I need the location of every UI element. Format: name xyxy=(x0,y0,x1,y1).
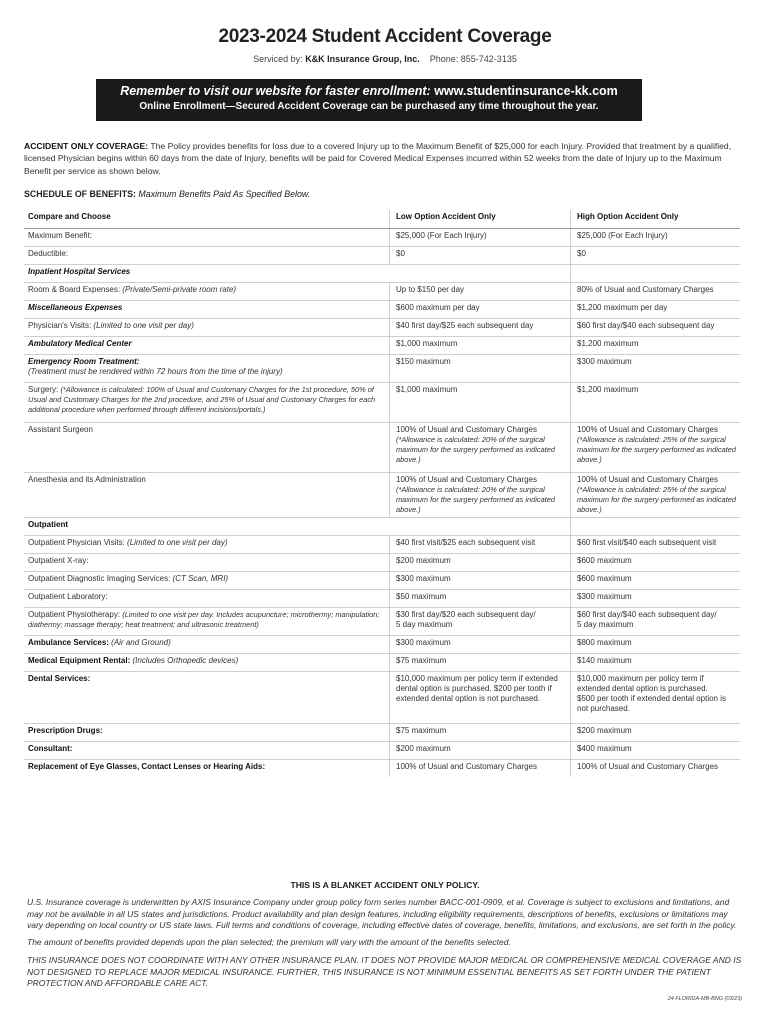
label-text: Outpatient Physician Visits: xyxy=(28,537,125,547)
label-note: (Limited to one visit per day. Includes acupuncture; microthermy; manipulation; diathermy; massage therapy; heat treatment; and ultrasonic treatment) xyxy=(28,609,380,629)
row-label xyxy=(24,318,390,336)
table-row xyxy=(24,472,740,517)
value-line: $60 first day/$40 each subsequent day/ xyxy=(577,609,717,619)
label-text: Surgery: xyxy=(28,384,59,394)
label-note: (*Allowance is calculated: 100% of Usual and Customary Charges for the 1st procedure, 50% of Usual and Customary Charges for the 2nd procedure, and 25% of Usual and Customary Charges for each additional procedure when performed through different incisions/portals.) xyxy=(28,384,376,414)
value-note: (*Allowance is calculated: 25% of the surgical maximum for the surgery performed as indicated above.) xyxy=(577,434,736,464)
row-label: Prescription Drugs: xyxy=(24,723,390,741)
value-line: 100% of Usual and Customary Charges xyxy=(396,474,537,484)
low-value: $600 maximum per day xyxy=(390,300,571,318)
high-value xyxy=(571,607,741,635)
table-row xyxy=(24,635,740,653)
table-row xyxy=(24,741,740,759)
label-note: (Air and Ground) xyxy=(111,637,171,647)
row-label: Assistant Surgeon xyxy=(24,422,390,472)
table-row xyxy=(24,759,740,777)
value-note: (*Allowance is calculated: 20% of the surgical maximum for the surgery performed as indicated above.) xyxy=(396,484,555,514)
high-value: $300 maximum xyxy=(571,354,741,382)
schedule-heading xyxy=(24,189,310,199)
row-label: Outpatient Laboratory: xyxy=(24,589,390,607)
row-label xyxy=(24,607,390,635)
accident-only-text: The Policy provides benefits for loss due to a covered Injury up to the Maximum Benefit of $25,000 for each Injury. Provided that treatment by a qualified, licensed Physician begins within 60 days from the date of Injury, benefits will be paid for Covered Medical Expenses incurred within 52 weeks from the date of Injury up to the Maximum Benefit per service as shown below. xyxy=(24,141,732,176)
table-row xyxy=(24,318,740,336)
label-text: Outpatient Physiotherapy: xyxy=(28,609,121,619)
row-label xyxy=(24,382,390,422)
high-value: $60 first day/$40 each subsequent day xyxy=(571,318,741,336)
high-value: $1,200 maximum xyxy=(571,382,741,422)
value-line: 100% of Usual and Customary Charges xyxy=(577,474,718,484)
row-label xyxy=(24,653,390,671)
row-label xyxy=(24,354,390,382)
value-line: 100% of Usual and Customary Charges xyxy=(577,424,718,434)
value-line: 100% of Usual and Customary Charges xyxy=(396,424,537,434)
serviced-by xyxy=(0,54,770,64)
label-text: Physician's Visits: xyxy=(28,320,92,330)
row-label: Consultant: xyxy=(24,741,390,759)
label-note: (Limited to one visit per day) xyxy=(127,537,228,547)
section-inpatient xyxy=(24,264,740,282)
section-label: Inpatient Hospital Services xyxy=(24,264,390,282)
low-value: $40 first visit/$25 each subsequent visit xyxy=(390,535,571,553)
enrollment-banner xyxy=(96,79,642,121)
benefits-amount-paragraph: The amount of benefits provided depends upon the plan selected; the premium will vary with the amount of the benefits selected. xyxy=(27,937,511,947)
blanket-policy-notice: THIS IS A BLANKET ACCIDENT ONLY POLICY. xyxy=(290,880,480,890)
company-name: K&K Insurance Group, Inc. xyxy=(305,54,420,64)
low-value: 100% of Usual and Customary Charges xyxy=(390,759,571,777)
label-note: (Includes Orthopedic devices) xyxy=(132,655,239,665)
table-row xyxy=(24,535,740,553)
high-value xyxy=(571,472,741,517)
table-row xyxy=(24,607,740,635)
table-header-row xyxy=(24,210,740,228)
row-label: Ambulatory Medical Center xyxy=(24,336,390,354)
low-value: $300 maximum xyxy=(390,571,571,589)
label-text: Emergency Room Treatment: xyxy=(28,356,140,366)
low-value xyxy=(390,422,571,472)
row-label: Outpatient X-ray: xyxy=(24,553,390,571)
high-value xyxy=(571,422,741,472)
row-label: Miscellaneous Expenses xyxy=(24,300,390,318)
value-note: (*Allowance is calculated: 25% of the surgical maximum for the surgery performed as indicated above.) xyxy=(577,484,736,514)
low-value: $10,000 maximum per policy term if extended dental option is purchased. $200 per tooth if extended dental option is not purchased. xyxy=(390,671,571,723)
table-row xyxy=(24,336,740,354)
row-label xyxy=(24,535,390,553)
low-value: Up to $150 per day xyxy=(390,282,571,300)
benefits-table xyxy=(24,210,740,777)
high-value xyxy=(571,671,741,723)
schedule-text: Maximum Benefits Paid As Specified Below. xyxy=(138,189,311,199)
high-value: 100% of Usual and Customary Charges xyxy=(577,761,718,771)
value-line: $10,000 maximum per policy term if extended dental option is purchased. xyxy=(577,673,708,693)
high-value: $400 maximum xyxy=(571,741,741,759)
accident-only-label: ACCIDENT ONLY COVERAGE: xyxy=(24,141,149,151)
row-label: Maximum Benefit: xyxy=(24,228,390,246)
low-value: $50 maximum xyxy=(390,589,571,607)
high-value: $600 maximum xyxy=(571,571,741,589)
col-low: Low Option Accident Only xyxy=(390,210,571,228)
low-value: $300 maximum xyxy=(390,635,571,653)
label-note: (CT Scan, MRI) xyxy=(172,573,229,583)
schedule-label: SCHEDULE OF BENEFITS: xyxy=(24,189,136,199)
section-outpatient xyxy=(24,517,740,535)
banner-prefix: Remember to visit our website for faster enrollment: xyxy=(120,84,431,98)
high-value: $1,200 maximum per day xyxy=(571,300,741,318)
table-row xyxy=(24,354,740,382)
label-note: (Limited to one visit per day) xyxy=(93,320,194,330)
value-line: 5 day maximum xyxy=(577,619,634,629)
low-value: $1,000 maximum xyxy=(390,336,571,354)
table-row xyxy=(24,553,740,571)
label-text: Medical Equipment Rental: xyxy=(28,655,131,665)
row-label xyxy=(24,571,390,589)
coordination-disclaimer: THIS INSURANCE DOES NOT COORDINATE WITH ANY OTHER INSURANCE PLAN. IT DOES NOT PROVIDE MAJOR MEDICAL OR COMPREHENSIVE MEDICAL COVERAGE AND IS NOT DESIGNED TO REPLACE MAJOR MEDICAL INSURANCE. FURTHER, THIS INSURANCE IS NOT MINIMUM ESSENTIAL BENEFITS AS SET FORTH UNDER THE PATIENT PROTECTION AND AFFORDABLE CARE ACT. xyxy=(27,955,742,988)
low-value xyxy=(390,607,571,635)
high-value: $300 maximum xyxy=(571,589,741,607)
table-row xyxy=(24,382,740,422)
high-value: 80% of Usual and Customary Charges xyxy=(571,282,741,300)
value-line: 5 day maximum xyxy=(396,619,453,629)
low-value xyxy=(390,472,571,517)
high-value: $600 maximum xyxy=(571,553,741,571)
low-value: $75 maximum xyxy=(390,653,571,671)
high-value: $25,000 (For Each Injury) xyxy=(571,228,741,246)
col-compare: Compare and Choose xyxy=(24,210,390,228)
section-label: Outpatient xyxy=(24,517,390,535)
high-value: $800 maximum xyxy=(571,635,741,653)
col-high: High Option Accident Only xyxy=(571,210,741,228)
label-note: (Treatment must be rendered within 72 hours from the time of the injury) xyxy=(28,366,283,376)
value-note: (*Allowance is calculated: 20% of the surgical maximum for the surgery performed as indicated above.) xyxy=(396,434,555,464)
table-row xyxy=(24,571,740,589)
label-text: Outpatient Diagnostic Imaging Services: xyxy=(28,573,171,583)
table-row xyxy=(24,228,740,246)
row-label: Anesthesia and its Administration xyxy=(24,472,390,517)
table-row xyxy=(24,653,740,671)
low-value: $1,000 maximum xyxy=(390,382,571,422)
phone-number: 855-742-3135 xyxy=(460,54,517,64)
low-value: $200 maximum xyxy=(390,553,571,571)
page-title: 2023-2024 Student Accident Coverage xyxy=(218,26,552,47)
table-row xyxy=(24,422,740,472)
underwriting-paragraph: U.S. Insurance coverage is underwritten by AXIS Insurance Company under group policy form series number BACC-001-0909, et al. Coverage is subject to exclusions and limitations, and may not be available in all US states and jurisdictions. Product availability and plan design features, including eligibility requirements, descriptions of benefits, exclusions or limitations may vary depending on local country or US state laws. Full terms and conditions of coverage, including effective dates of coverage, benefits, limitations, and exclusions, are set forth in the policy. xyxy=(27,897,737,930)
low-value: $0 xyxy=(390,246,571,264)
banner-line2: Online Enrollment—Secured Accident Coverage can be purchased any time throughout the year. xyxy=(139,101,599,112)
low-value: $40 first day/$25 each subsequent day xyxy=(390,318,571,336)
row-label: Dental Services: xyxy=(24,671,390,723)
row-label xyxy=(24,635,390,653)
table-row xyxy=(24,589,740,607)
banner-line1 xyxy=(96,84,642,98)
high-value: $60 first visit/$40 each subsequent visit xyxy=(571,535,741,553)
low-value: $25,000 (For Each Injury) xyxy=(390,228,571,246)
high-value: $0 xyxy=(571,246,741,264)
table-row xyxy=(24,671,740,723)
phone-label: Phone: xyxy=(429,54,459,64)
low-value: $200 maximum xyxy=(390,741,571,759)
value-line: $30 first day/$20 each subsequent day/ xyxy=(396,609,536,619)
high-value: $200 maximum xyxy=(571,723,741,741)
table-row xyxy=(24,723,740,741)
accident-only-paragraph xyxy=(24,140,738,177)
table-row xyxy=(24,282,740,300)
row-label: Replacement of Eye Glasses, Contact Lenses or Hearing Aids: xyxy=(24,759,390,777)
label-note: (Private/Semi-private room rate) xyxy=(122,284,237,294)
high-value: $1,200 maximum xyxy=(571,336,741,354)
row-label: Deductible: xyxy=(24,246,390,264)
label-text: Ambulance Services: xyxy=(28,637,109,647)
form-code: 24 FLORIDA-MB-BNG (03/23) xyxy=(667,996,742,1002)
table-row xyxy=(24,246,740,264)
row-label xyxy=(24,282,390,300)
low-value: $150 maximum xyxy=(390,354,571,382)
high-value: $140 maximum xyxy=(571,653,741,671)
value-line: $500 per tooth if extended dental option is not purchased. xyxy=(577,693,726,713)
low-value: $75 maximum xyxy=(390,723,571,741)
label-text: Room & Board Expenses: xyxy=(28,284,121,294)
website-link[interactable]: www.studentinsurance-kk.com xyxy=(434,84,618,98)
serviced-label: Serviced by: xyxy=(253,54,303,64)
table-row xyxy=(24,300,740,318)
